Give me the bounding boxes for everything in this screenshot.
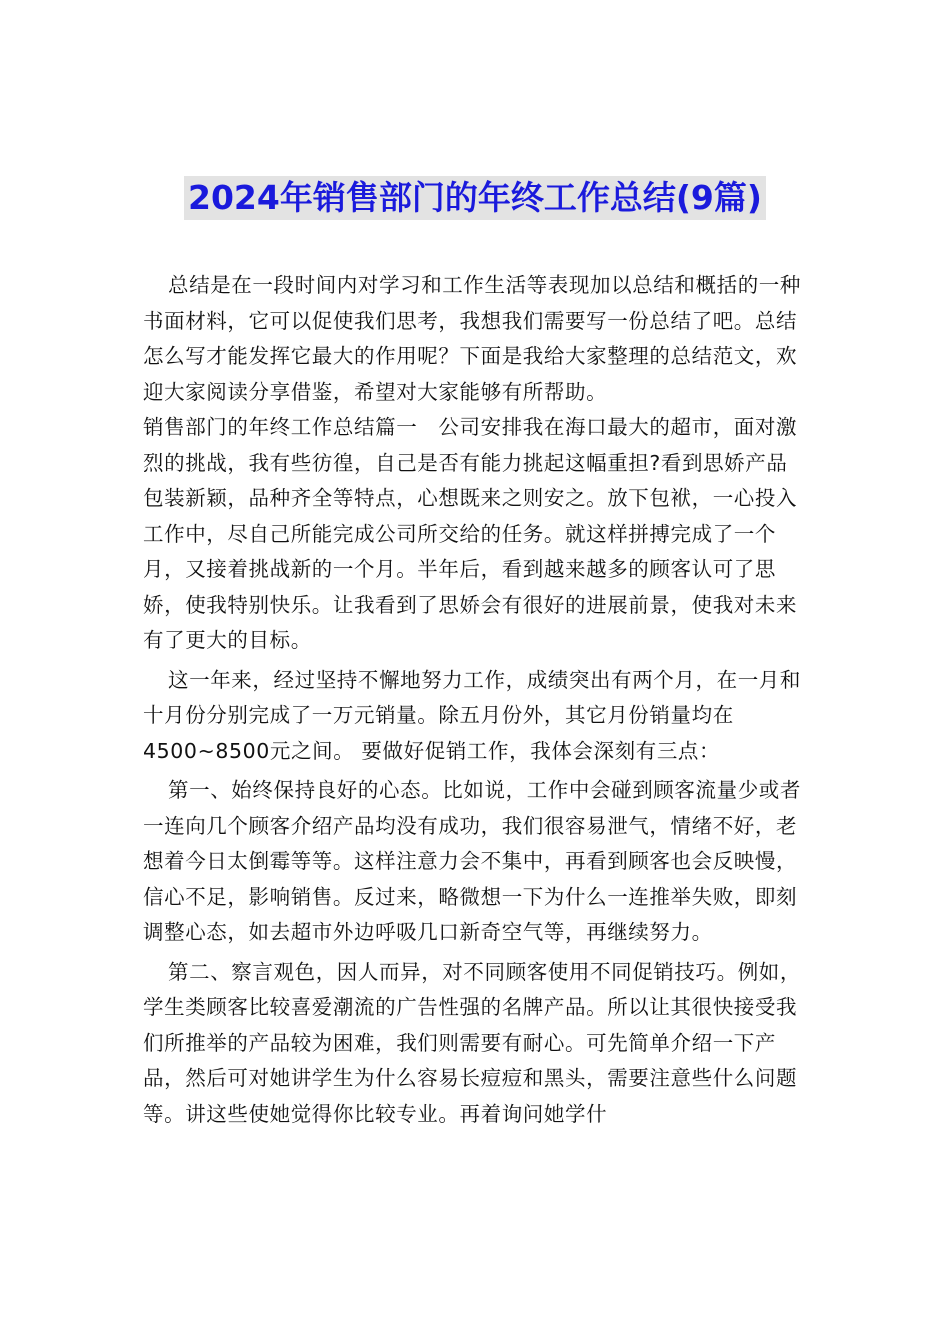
document-body <box>143 268 807 1132</box>
paragraph-year-summary: 这一年来，经过坚持不懈地努力工作，成绩突出有两个月，在一月和十月份分别完成了一万元销量。除五月份外，其它月份销量均在4500~8500元之间。 要做好促销工作，我体会深刻有三点： <box>143 667 801 763</box>
document-title: 2024年销售部门的年终工作总结(9篇) <box>184 176 766 220</box>
paragraph-point-two: 第二、察言观色，因人而异，对不同顾客使用不同促销技巧。例如，学生类顾客比较喜爱潮流的广告性强的名牌产品。所以让其很快接受我们所推举的产品较为困难，我们则需要有耐心。可先简单介绍一下产品，然后可对她讲学生为什么容易长痘痘和黑头，需要注意些什么问题等。讲这些使她觉得你比较专业。再着询问她学什 <box>143 959 801 1126</box>
title-container <box>0 176 950 220</box>
paragraph-point-one: 第一、始终保持良好的心态。比如说，工作中会碰到顾客流量少或者一连向几个顾客介绍产品均没有成功，我们很容易泄气，情绪不好，老想着今日太倒霉等等。这样注意力会不集中，再看到顾客也会反映慢，信心不足，影响销售。反过来，略微想一下为什么一连推举失败，即刻调整心态，如去超市外边呼吸几口新奇空气等，再继续努力。 <box>143 778 801 944</box>
paragraph-part-one: 销售部门的年终工作总结篇一 公司安排我在海口最大的超市，面对激烈的挑战，我有些彷徨，自己是否有能力挑起这幅重担?看到思娇产品包装新颖，品种齐全等特点，心想既来之则安之。放下包袱，一心投入工作中，尽自己所能完成公司所交给的任务。就这样拼搏完成了一个月，又接着挑战新的一个月。半年后，看到越来越多的顾客认可了思娇，使我特别快乐。让我看到了思娇会有很好的进展前景，使我对未来有了更大的目标。 <box>143 415 798 652</box>
paragraph-intro: 总结是在一段时间内对学习和工作生活等表现加以总结和概括的一种书面材料，它可以促使我们思考，我想我们需要写一份总结了吧。总结怎么写才能发挥它最大的作用呢？下面是我给大家整理的总结范文，欢迎大家阅读分享借鉴，希望对大家能够有所帮助。 <box>143 273 801 404</box>
